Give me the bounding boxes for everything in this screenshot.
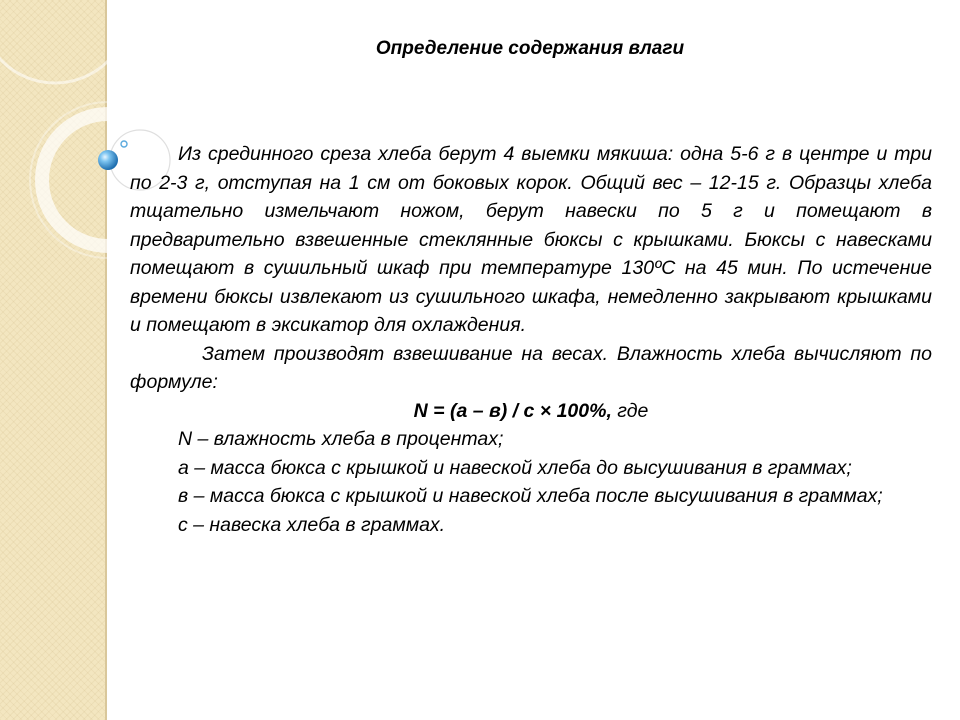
definition-b: в – масса бюкса с крышкой и навеской хлеба после высушивания в граммах; [178, 485, 883, 507]
paragraph-procedure: Из срединного среза хлеба берут 4 выемки мякиша: одна 5-6 г в центре и три по 2-3 г, отступая на 1 см от боковых корок. Общий вес – 12-15 г. Образцы хлеба тщательно измельчают ножом, берут навески по 5 г и помещают в предварительно взвешенные стеклянные бюксы с крышками. Бюксы с навесками помещают в сушильный шкаф при температуре 130ºС на 45 мин. По истечение времени бюксы извлекают из сушильного шкафа, немедленно закрывают крышками и помещают в эксикатор для охлаждения. [130, 143, 932, 336]
slide-body [130, 140, 932, 539]
slide-title: Определение содержания влаги [375, 38, 685, 59]
formula-line [130, 397, 932, 426]
definition-a: а – масса бюкса с крышкой и навеской хлеба до высушивания в граммах; [178, 456, 852, 479]
definition-n: N – влажность хлеба в процентах; [178, 428, 504, 450]
blue-sphere-icon [98, 150, 118, 170]
formula-suffix: где [611, 399, 649, 422]
definition-c: с – навеска хлеба в граммах. [178, 513, 446, 536]
paragraph-formula-intro: Затем производят взвешивание на весах. Влажность хлеба вычисляют по формуле: [130, 342, 932, 393]
formula: N = (а – в) / с × 100%, [413, 399, 612, 422]
